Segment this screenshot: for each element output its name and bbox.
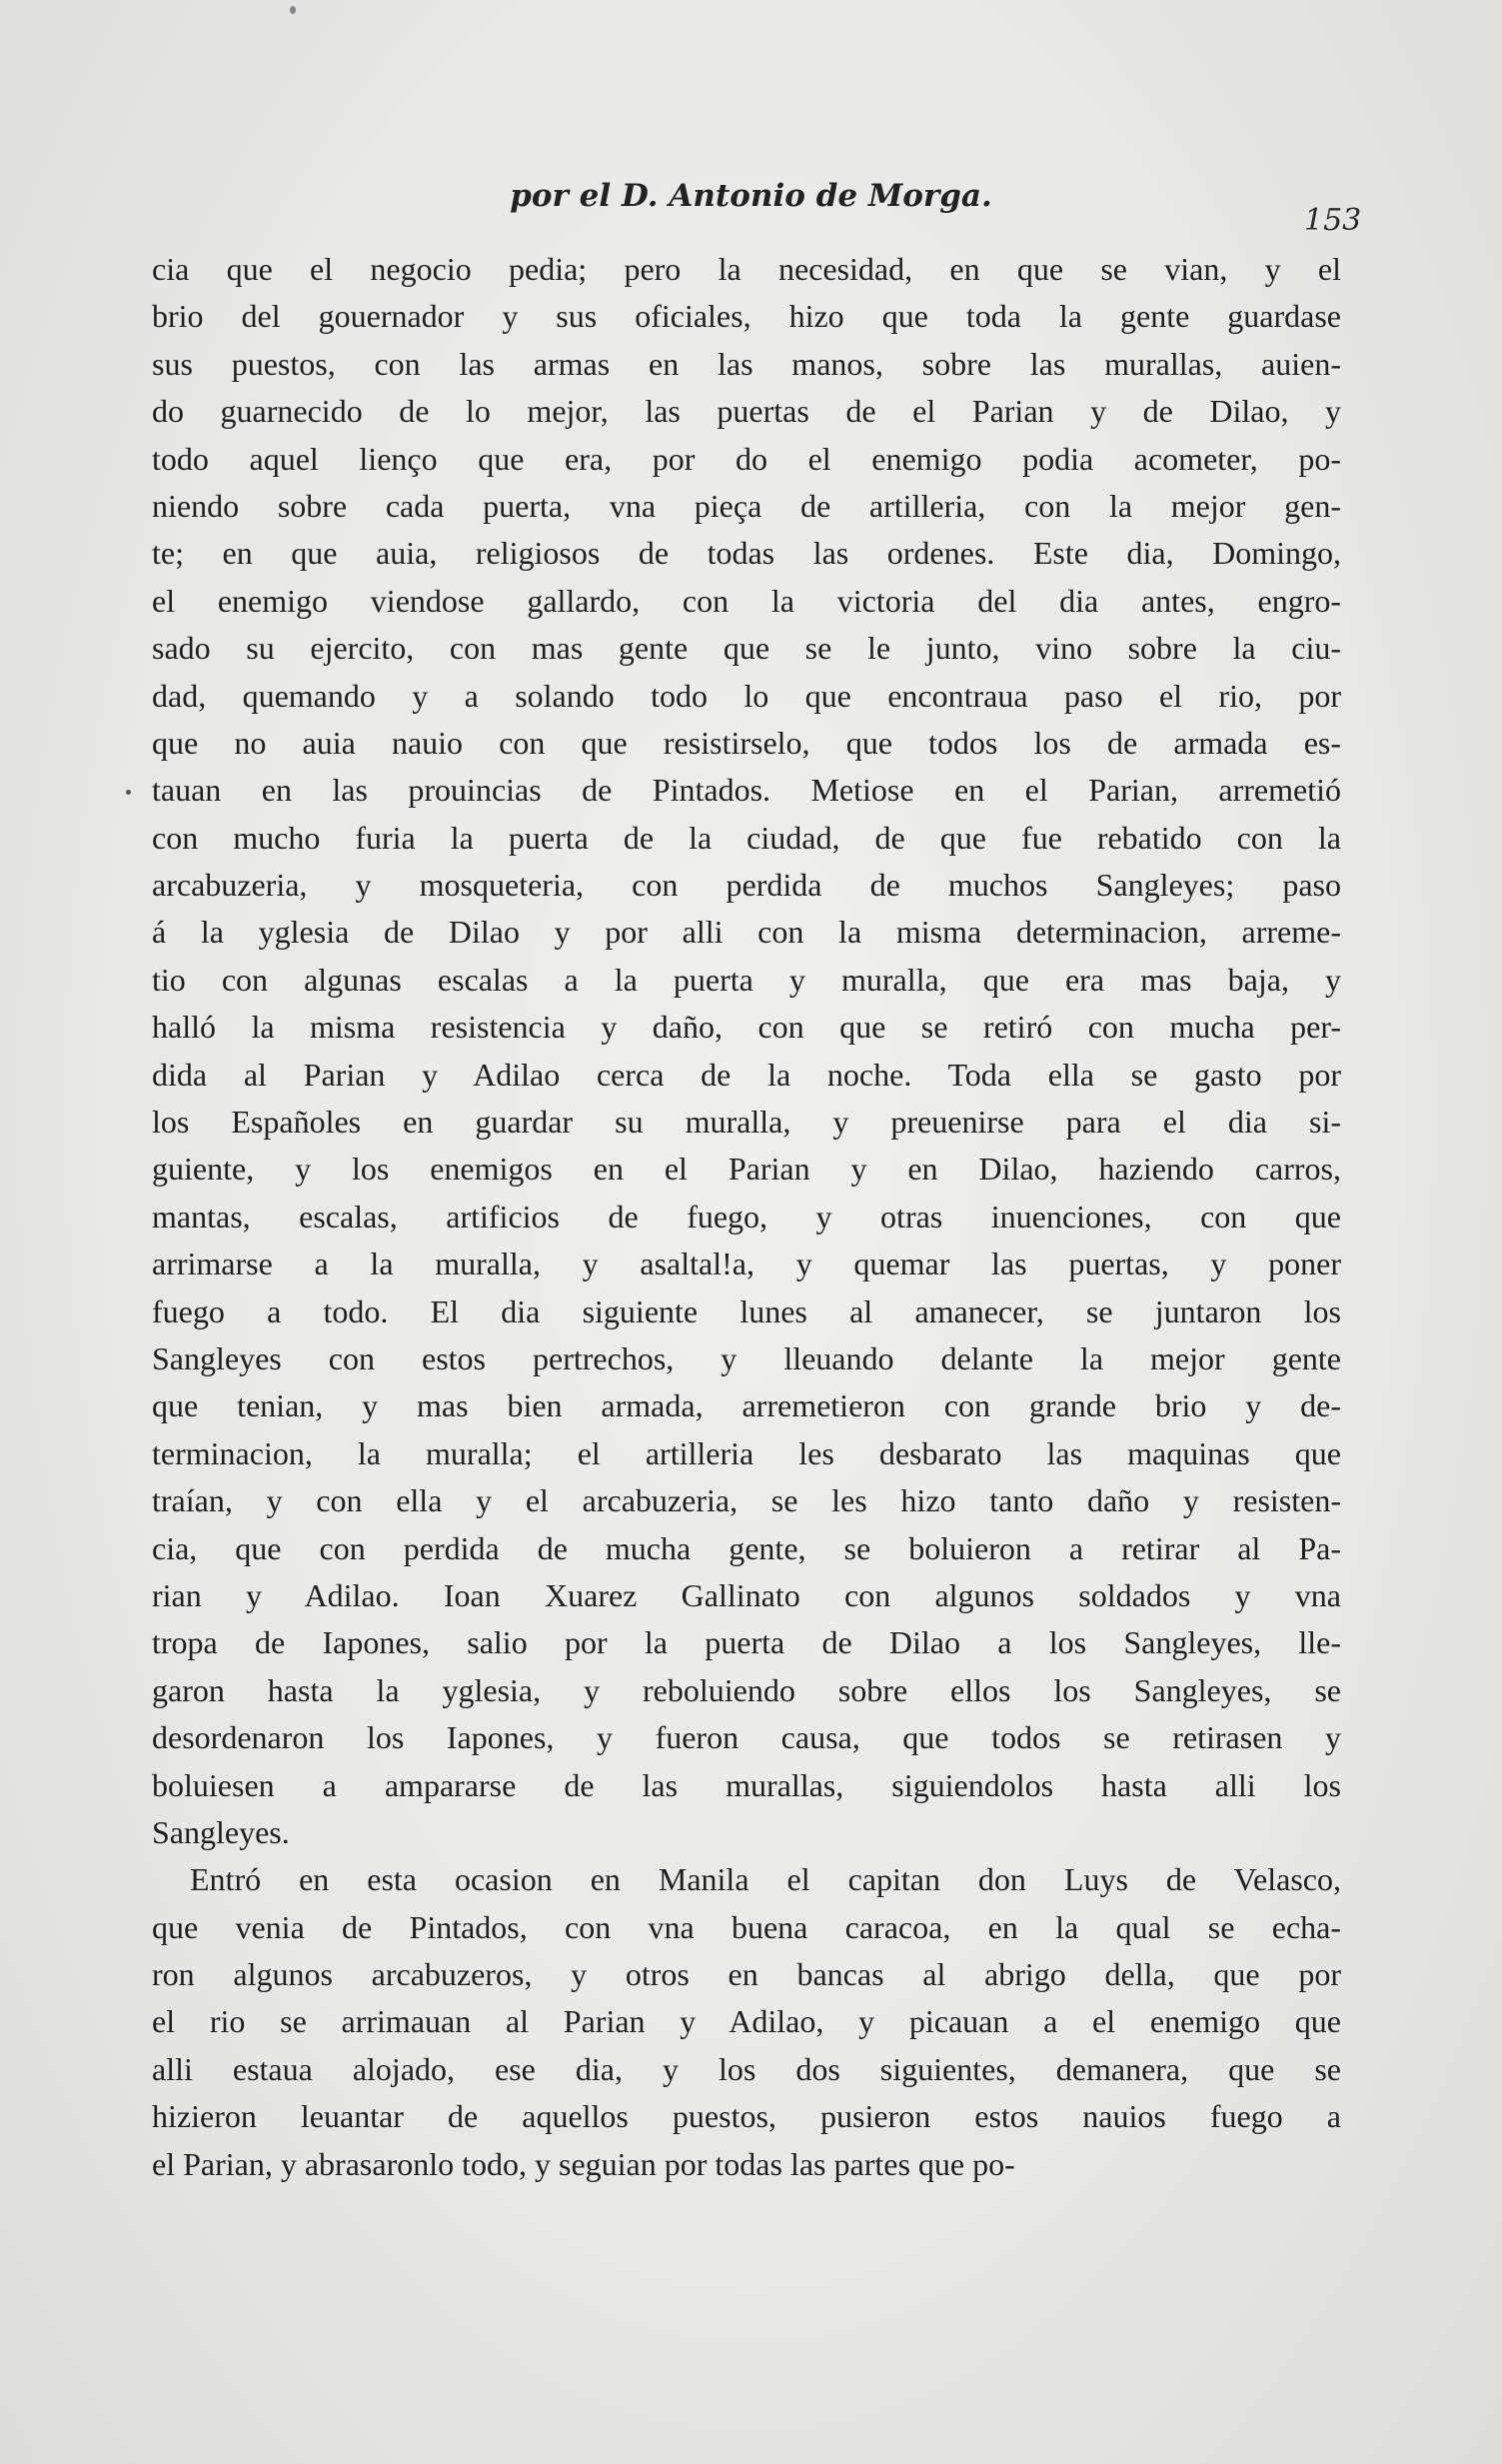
- text-line: á la yglesia de Dilao y por alli con la misma determinacion, arreme-: [152, 914, 1341, 951]
- paragraph-1: [152, 246, 1341, 1856]
- speck-mark: [290, 6, 296, 14]
- text-line: dida al Parian y Adilao cerca de la noche. Toda ella se gasto por: [152, 1056, 1341, 1093]
- text-line: rian y Adilao. Ioan Xuarez Gallinato con algunos soldados y vna: [152, 1576, 1341, 1613]
- text-line: con mucho furia la puerta de la ciudad, de que fue rebatido con la: [152, 819, 1341, 856]
- text-line: arrimarse a la muralla, y asaltal!a, y quemar las puertas, y poner: [152, 1245, 1341, 1282]
- running-title: por el D. Antonio de Morga.: [510, 178, 992, 214]
- text-line: cia, que con perdida de mucha gente, se boluieron a retirar al Pa-: [152, 1529, 1341, 1566]
- text-line: terminacion, la muralla; el artilleria les desbarato las maquinas que: [152, 1434, 1341, 1471]
- text-line: el Parian, y abrasaronlo todo, y seguian por todas las partes que po-: [152, 2145, 1015, 2182]
- text-line: que no auia nauio con que resistirselo, que todos los de armada es-: [152, 724, 1341, 761]
- text-line: los Españoles en guardar su muralla, y preuenirse para el dia si-: [152, 1104, 1341, 1141]
- text-line: dad, quemando y a solando todo lo que encontraua paso el rio, por: [152, 677, 1341, 714]
- text-line: tauan en las prouincias de Pintados. Metiose en el Parian, arremetió: [152, 772, 1341, 809]
- text-line: garon hasta la yglesia, y reboluiendo sobre ellos los Sangleyes, se: [152, 1671, 1341, 1708]
- text-line: el rio se arrimauan al Parian y Adilao, y picauan a el enemigo que: [152, 2003, 1341, 2040]
- text-line: brio del gouernador y sus oficiales, hizo que toda la gente guardase: [152, 298, 1341, 335]
- text-line: todo aquel lienço que era, por do el enemigo podia acometer, po-: [152, 440, 1341, 477]
- text-line: te; en que auia, religiosos de todas las ordenes. Este dia, Domingo,: [152, 535, 1341, 572]
- text-line: traían, y con ella y el arcabuzeria, se les hizo tanto daño y resisten-: [152, 1482, 1341, 1519]
- text-line: tropa de Iapones, salio por la puerta de Dilao a los Sangleyes, lle-: [152, 1624, 1341, 1661]
- text-line: el enemigo viendose gallardo, con la victoria del dia antes, engro-: [152, 582, 1341, 619]
- text-line: hizieron leuantar de aquellos puestos, pusieron estos nauios fuego a: [152, 2098, 1341, 2135]
- text-line: sus puestos, con las armas en las manos, sobre las murallas, auien-: [152, 345, 1341, 382]
- text-line: Sangleyes.: [152, 1813, 290, 1850]
- text-line: alli estaua alojado, ese dia, y los dos siguientes, demanera, que se: [152, 2050, 1341, 2087]
- page-number: 153: [1304, 203, 1362, 238]
- text-line: halló la misma resistencia y daño, con que se retiró con mucha per-: [152, 1009, 1341, 1046]
- text-line: do guarnecido de lo mejor, las puertas de el Parian y de Dilao, y: [152, 393, 1341, 430]
- text-line: tio con algunas escalas a la puerta y muralla, que era mas baja, y: [152, 961, 1341, 998]
- text-line: boluiesen a ampararse de las murallas, siguiendolos hasta alli los: [152, 1766, 1341, 1803]
- text-line: guiente, y los enemigos en el Parian y en Dilao, haziendo carros,: [152, 1151, 1341, 1188]
- text-line: ron algunos arcabuzeros, y otros en bancas al abrigo della, que por: [152, 1956, 1341, 1993]
- text-line: desordenaron los Iapones, y fueron causa, que todos se retirasen y: [152, 1719, 1341, 1756]
- text-line: arcabuzeria, y mosqueteria, con perdida de muchos Sangleyes; paso: [152, 867, 1341, 904]
- body-text: [152, 246, 1341, 2188]
- text-line: que tenian, y mas bien armada, arremetieron con grande brio y de-: [152, 1387, 1341, 1424]
- text-line: mantas, escalas, artificios de fuego, y otras inuenciones, con que: [152, 1198, 1341, 1234]
- text-line: que venia de Pintados, con vna buena caracoa, en la qual se echa-: [152, 1908, 1341, 1945]
- text-line: Entró en esta ocasion en Manila el capitan don Luys de Velasco,: [190, 1861, 1341, 1898]
- margin-mark: [126, 790, 131, 795]
- text-line: Sangleyes con estos pertrechos, y lleuando delante la mejor gente: [152, 1339, 1341, 1376]
- text-line: fuego a todo. El dia siguiente lunes al amanecer, se juntaron los: [152, 1292, 1341, 1329]
- text-line: sado su ejercito, con mas gente que se le junto, vino sobre la ciu-: [152, 630, 1341, 667]
- paragraph-2: [152, 1856, 1341, 2188]
- text-line: niendo sobre cada puerta, vna pieça de artilleria, con la mejor gen-: [152, 487, 1341, 524]
- text-line: cia que el negocio pedia; pero la necesidad, en que se vian, y el: [152, 251, 1341, 287]
